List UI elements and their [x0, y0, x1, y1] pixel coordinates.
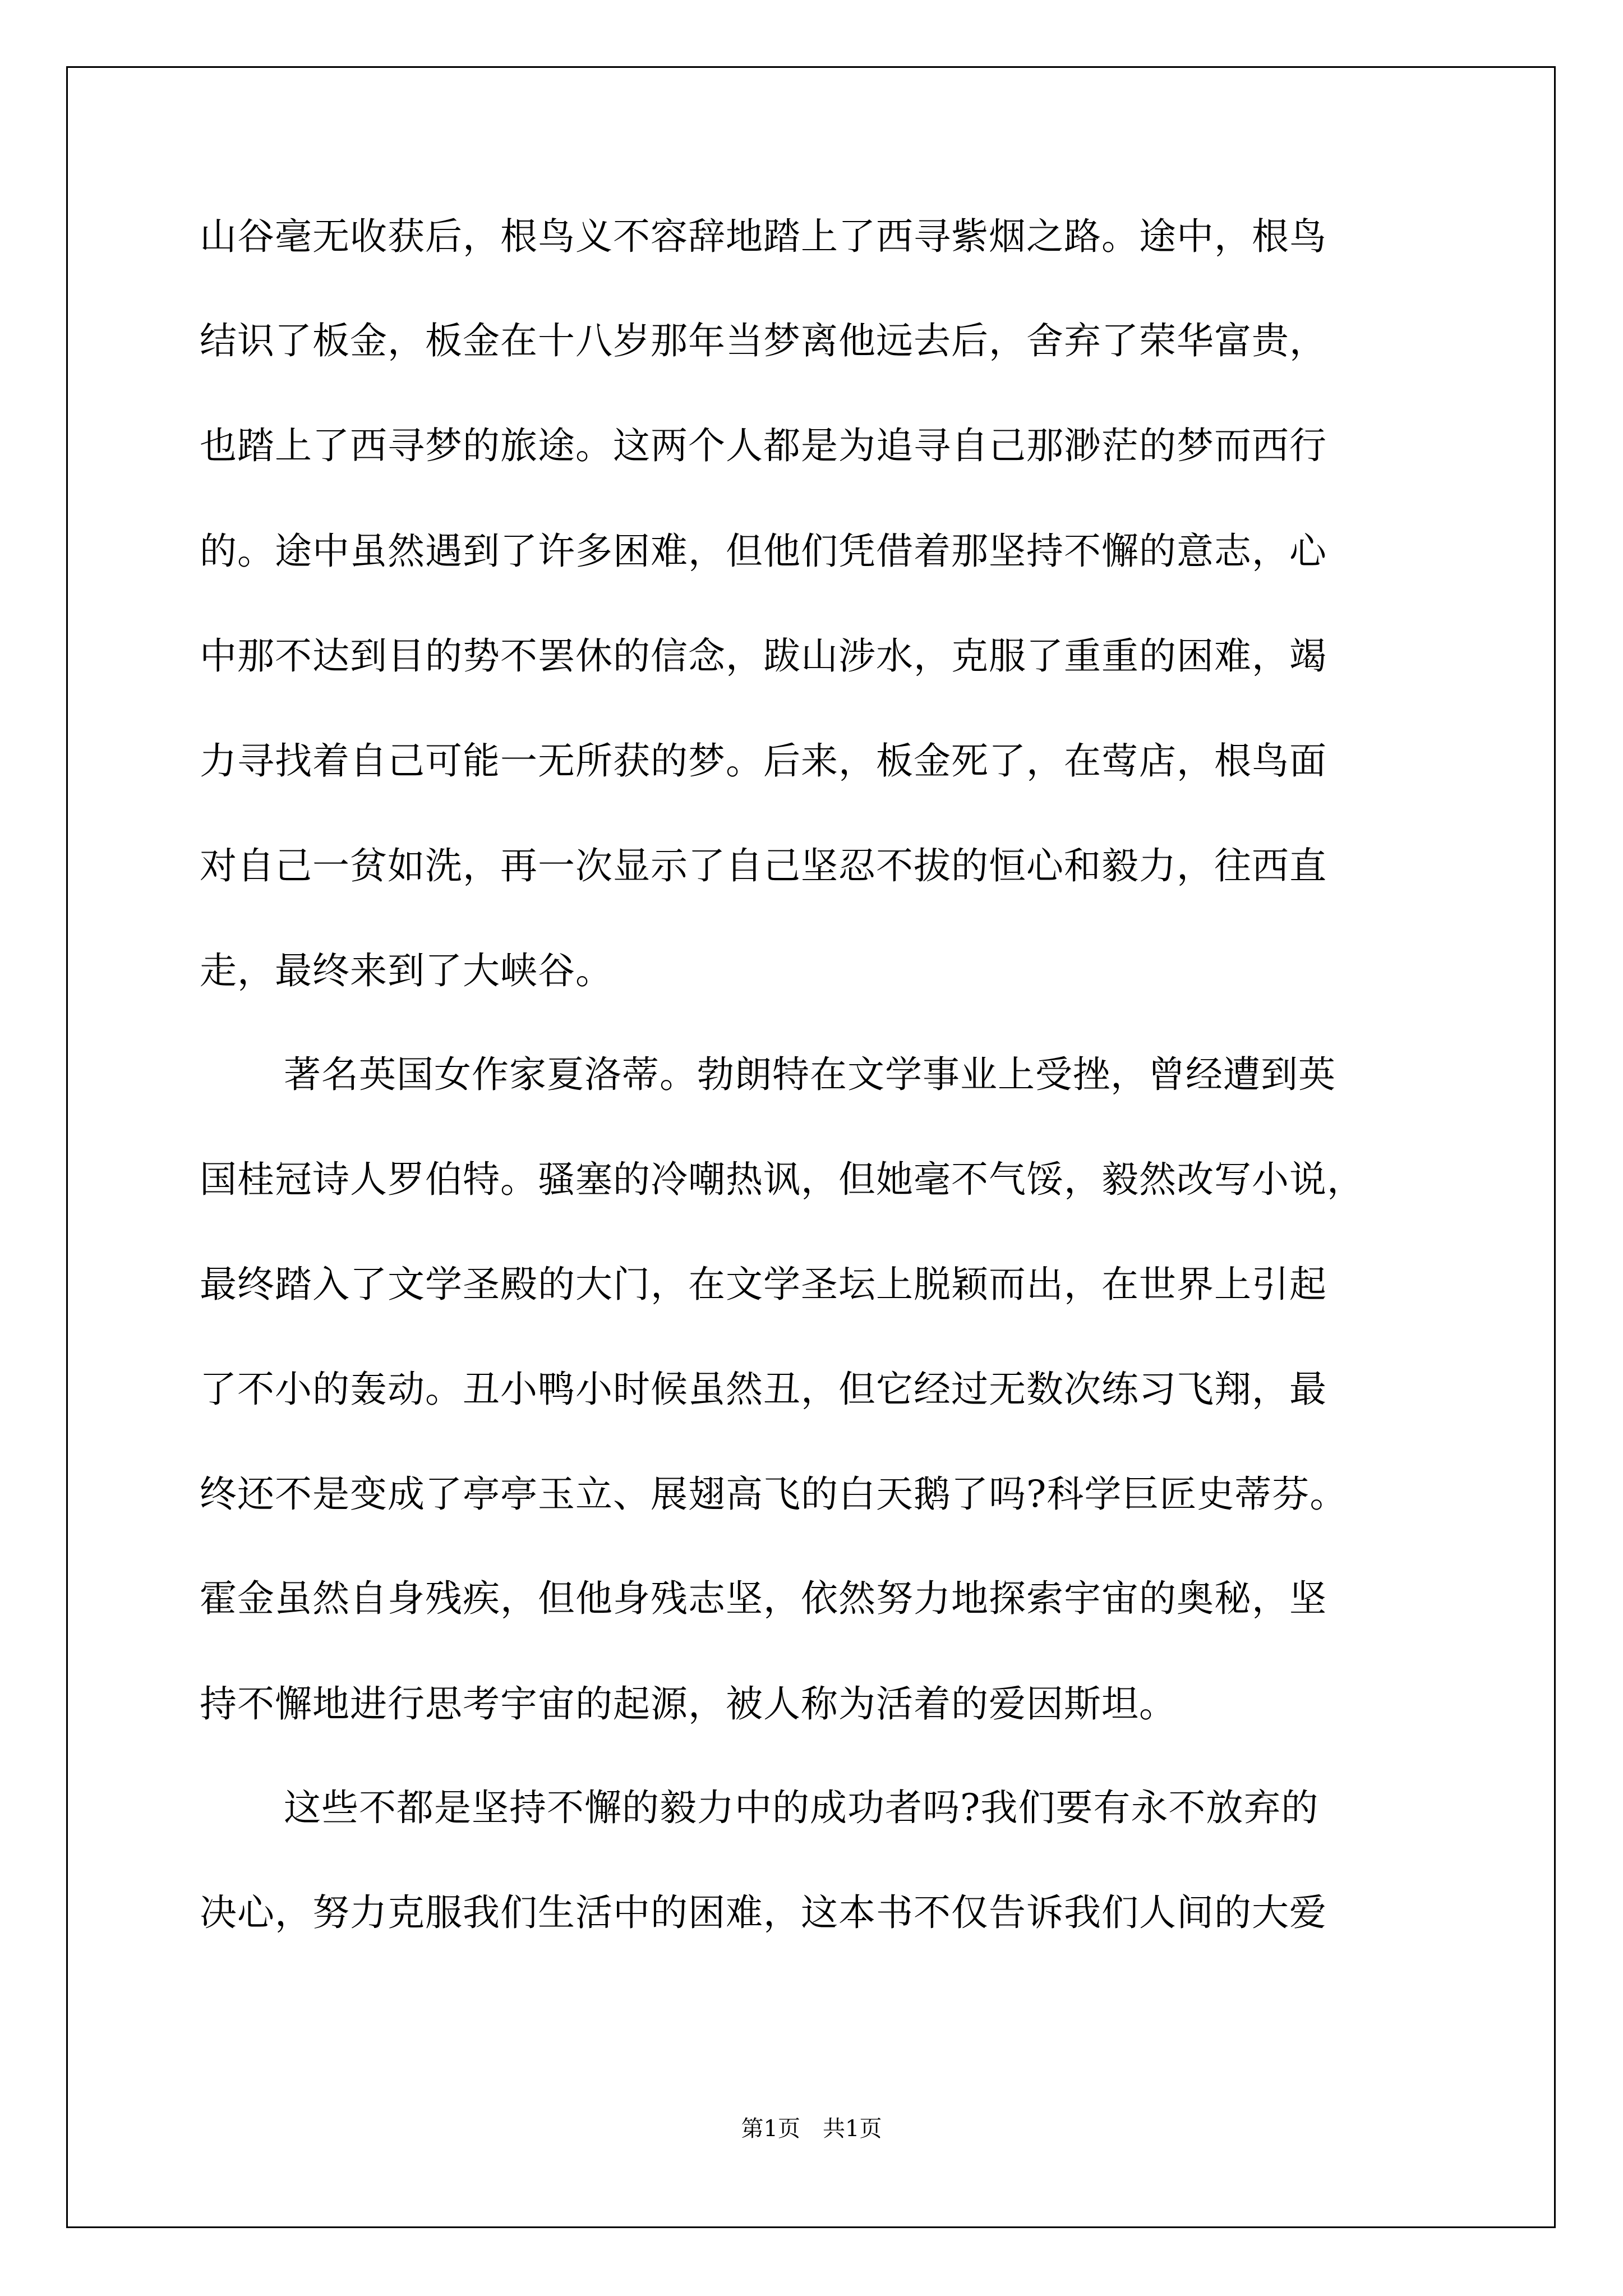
- text-line: 国桂冠诗人罗伯特。骚塞的冷嘲热讽，但她毫不气馁，毅然改写小说，: [200, 1158, 1364, 1201]
- page-number-footer: 第1页 共1页: [741, 2116, 882, 2142]
- text-line: 了不小的轰动。丑小鸭小时候虽然丑，但它经过无数次练习飞翔，最: [200, 1368, 1327, 1411]
- text-line: 中那不达到目的势不罢休的信念，跋山涉水，克服了重重的困难，竭: [200, 634, 1327, 678]
- text-line: 著名英国女作家夏洛蒂。勃朗特在文学事业上受挫，曾经遭到英: [284, 1053, 1336, 1096]
- text-line: 对自己一贫如洗，再一次显示了自己坚忍不拔的恒心和毅力，往西直: [200, 844, 1327, 887]
- text-line: 结识了板金，板金在十八岁那年当梦离他远去后，舍弃了荣华富贵，: [200, 319, 1327, 362]
- text-line: 决心，努力克服我们生活中的困难，这本书不仅告诉我们人间的大爱: [200, 1891, 1327, 1934]
- text-line: 最终踏入了文学圣殿的大门，在文学圣坛上脱颖而出，在世界上引起: [200, 1263, 1327, 1306]
- text-line: 山谷毫无收获后，根鸟义不容辞地踏上了西寻紫烟之路。途中，根鸟: [200, 215, 1327, 258]
- text-line: 终还不是变成了亭亭玉立、展翅高飞的白天鹅了吗?科学巨匠史蒂芬。: [200, 1473, 1348, 1516]
- text-line: 也踏上了西寻梦的旅途。这两个人都是为追寻自己那渺茫的梦而西行: [200, 424, 1327, 467]
- text-line: 走，最终来到了大峡谷。: [200, 949, 613, 992]
- text-line: 这些不都是坚持不懈的毅力中的成功者吗?我们要有永不放弃的: [284, 1786, 1319, 1829]
- text-line: 力寻找着自己可能一无所获的梦。后来，板金死了，在莺店，根鸟面: [200, 739, 1327, 783]
- text-line: 的。途中虽然遇到了许多困难，但他们凭借着那坚持不懈的意志，心: [200, 530, 1327, 573]
- text-line: 持不懈地进行思考宇宙的起源，被人称为活着的爱因斯坦。: [200, 1682, 1177, 1726]
- text-line: 霍金虽然自身残疾，但他身残志坚，依然努力地探索宇宙的奥秘，坚: [200, 1577, 1327, 1620]
